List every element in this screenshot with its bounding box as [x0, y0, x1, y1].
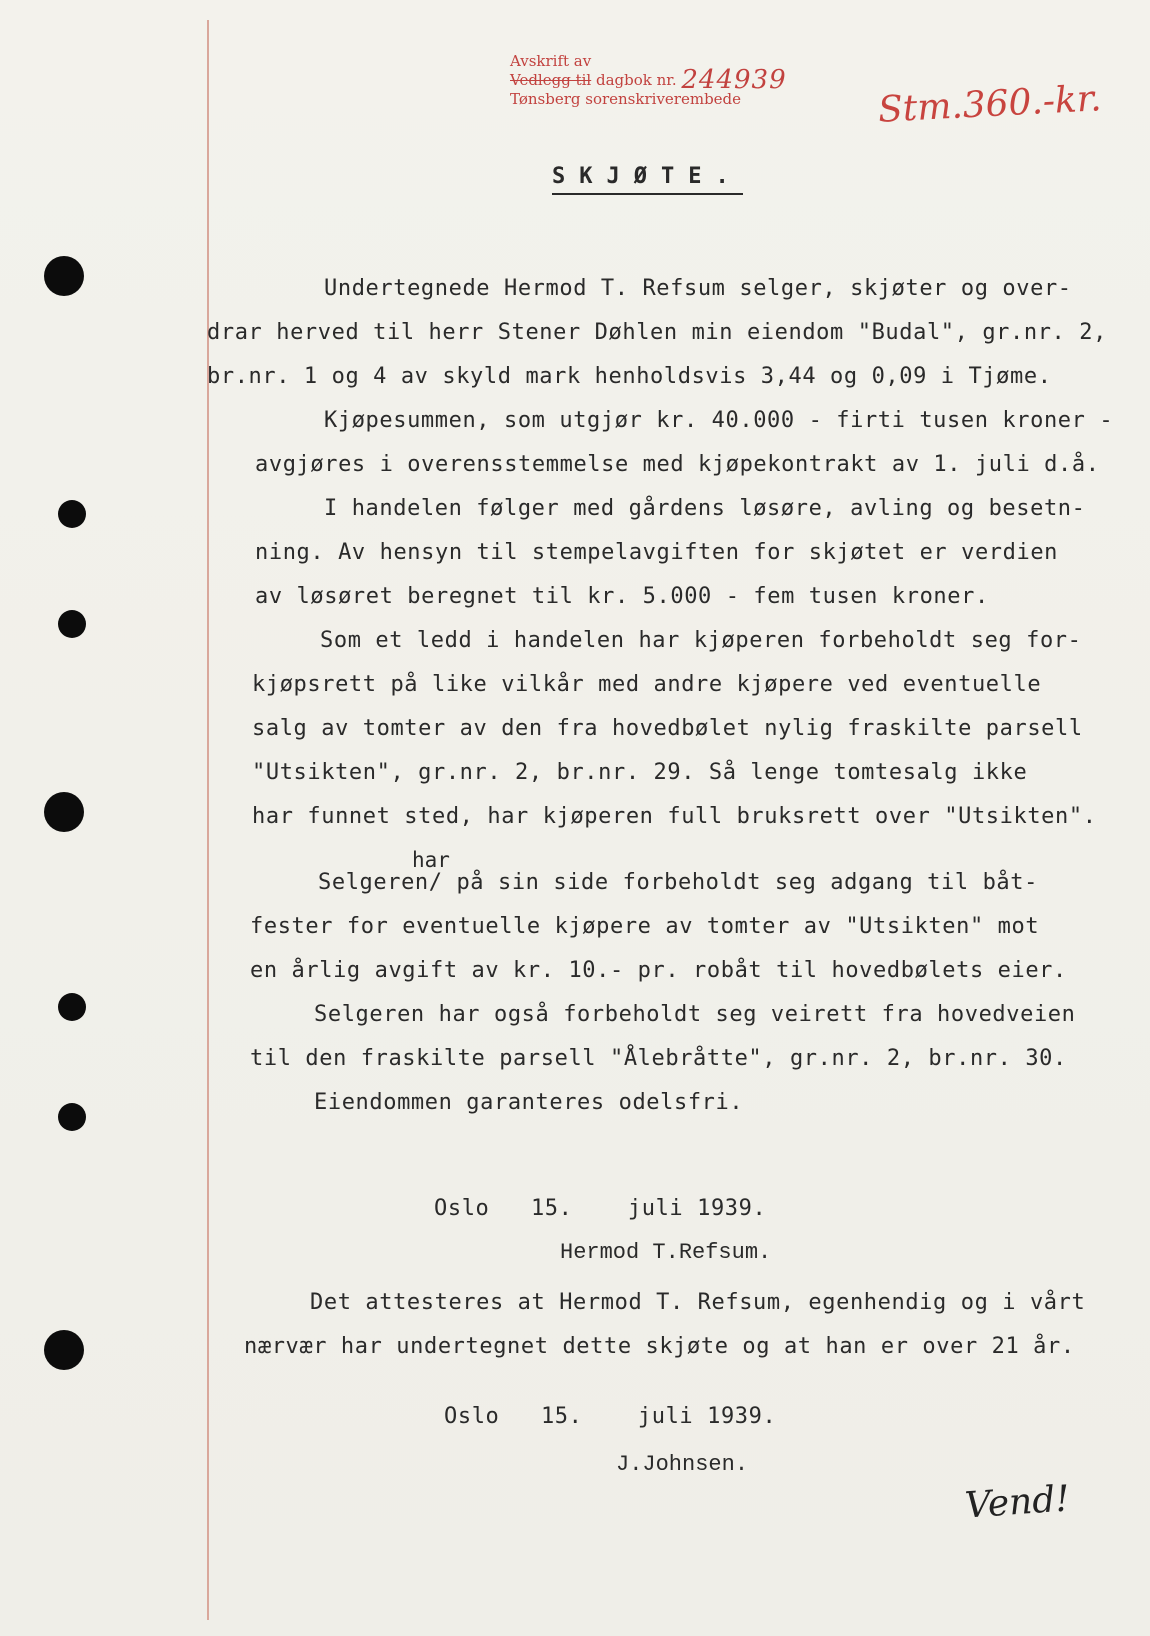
- punch-hole-icon: [58, 1103, 86, 1131]
- body-line: Selgeren har også forbeholdt seg veirett fra hovedveien: [314, 1002, 1076, 1027]
- stamp-struck-text: Vedlegg til: [510, 71, 592, 89]
- seller-signature: Hermod T.Refsum.: [560, 1240, 772, 1265]
- body-line: drar herved til herr Stener Døhlen min eiendom "Budal", gr.nr. 2,: [207, 320, 1107, 345]
- date-month-year: juli 1939.: [637, 1404, 777, 1429]
- stamp-line-1: Avskrift av: [510, 52, 592, 70]
- document-title: SKJØTE.: [552, 164, 743, 195]
- punch-hole-icon: [44, 256, 84, 296]
- body-line: fester for eventuelle kjøpere av tomter av "Utsikten" mot: [250, 914, 1040, 939]
- body-line: Kjøpesummen, som utgjør kr. 40.000 - firti tusen kroner -: [324, 408, 1114, 433]
- date-place: Oslo: [434, 1196, 490, 1221]
- punch-hole-icon: [44, 1330, 84, 1370]
- punch-hole-icon: [58, 610, 86, 638]
- registry-stamp: [510, 52, 810, 109]
- body-line: avgjøres i overensstemmelse med kjøpekontrakt av 1. juli d.å.: [255, 452, 1100, 477]
- body-line: br.nr. 1 og 4 av skyld mark henholdsvis 3,44 og 0,09 i Tjøme.: [207, 364, 1052, 389]
- punch-hole-icon: [58, 993, 86, 1021]
- date-day: 15.: [530, 1196, 573, 1221]
- date-day: 15.: [540, 1404, 583, 1429]
- margin-rule: [207, 20, 209, 1620]
- body-line: ning. Av hensyn til stempelavgiften for skjøtet er verdien: [255, 540, 1059, 565]
- date-month-year: juli 1939.: [627, 1196, 767, 1221]
- body-line: til den fraskilte parsell "Ålebråtte", gr.nr. 2, br.nr. 30.: [250, 1046, 1067, 1071]
- body-line: en årlig avgift av kr. 10.- pr. robåt til hovedbølets eier.: [250, 958, 1067, 983]
- witness-signature: J.Johnsen.: [616, 1452, 749, 1477]
- turn-over-note: Vend!: [963, 1478, 1072, 1527]
- attest-line: Det attesteres at Hermod T. Refsum, egenhendig og i vårt: [310, 1290, 1086, 1315]
- stamp-line-2: [510, 65, 810, 95]
- handwritten-insertion: har: [412, 848, 450, 872]
- body-line: av løsøret beregnet til kr. 5.000 - fem tusen kroner.: [255, 584, 989, 609]
- body-line: kjøpsrett på like vilkår med andre kjøpere ved eventuelle: [252, 672, 1042, 697]
- body-line: Undertegnede Hermod T. Refsum selger, skjøter og over-: [324, 276, 1072, 301]
- date-place: Oslo: [444, 1404, 500, 1429]
- attest-line: nærvær har undertegnet dette skjøte og at han er over 21 år.: [244, 1334, 1075, 1359]
- body-line: Selgeren/ på sin side forbeholdt seg adgang til båt-: [318, 870, 1038, 895]
- body-line: har funnet sted, har kjøperen full bruksrett over "Utsikten".: [252, 804, 1097, 829]
- body-line: "Utsikten", gr.nr. 2, br.nr. 29. Så lenge tomtesalg ikke: [252, 760, 1028, 785]
- dagbok-number: 2449: [681, 65, 752, 95]
- date-line-2: [444, 1404, 776, 1429]
- punch-hole-icon: [58, 500, 86, 528]
- stamp-fee-note: Stm.360.-kr.: [877, 78, 1103, 131]
- dagbok-year: 39: [751, 65, 787, 95]
- body-line: Som et ledd i handelen har kjøperen forbeholdt seg for-: [320, 628, 1082, 653]
- date-line-1: [434, 1196, 766, 1221]
- body-line: I handelen følger med gårdens løsøre, avling og besetn-: [324, 496, 1086, 521]
- punch-hole-icon: [44, 792, 84, 832]
- stamp-line-3: Tønsberg sorenskriverembede: [510, 90, 742, 108]
- body-line: salg av tomter av den fra hovedbølet nylig fraskilte parsell: [252, 716, 1083, 741]
- stamp-dagbok-label: dagbok nr.: [596, 71, 677, 89]
- body-line: Eiendommen garanteres odelsfri.: [314, 1090, 744, 1115]
